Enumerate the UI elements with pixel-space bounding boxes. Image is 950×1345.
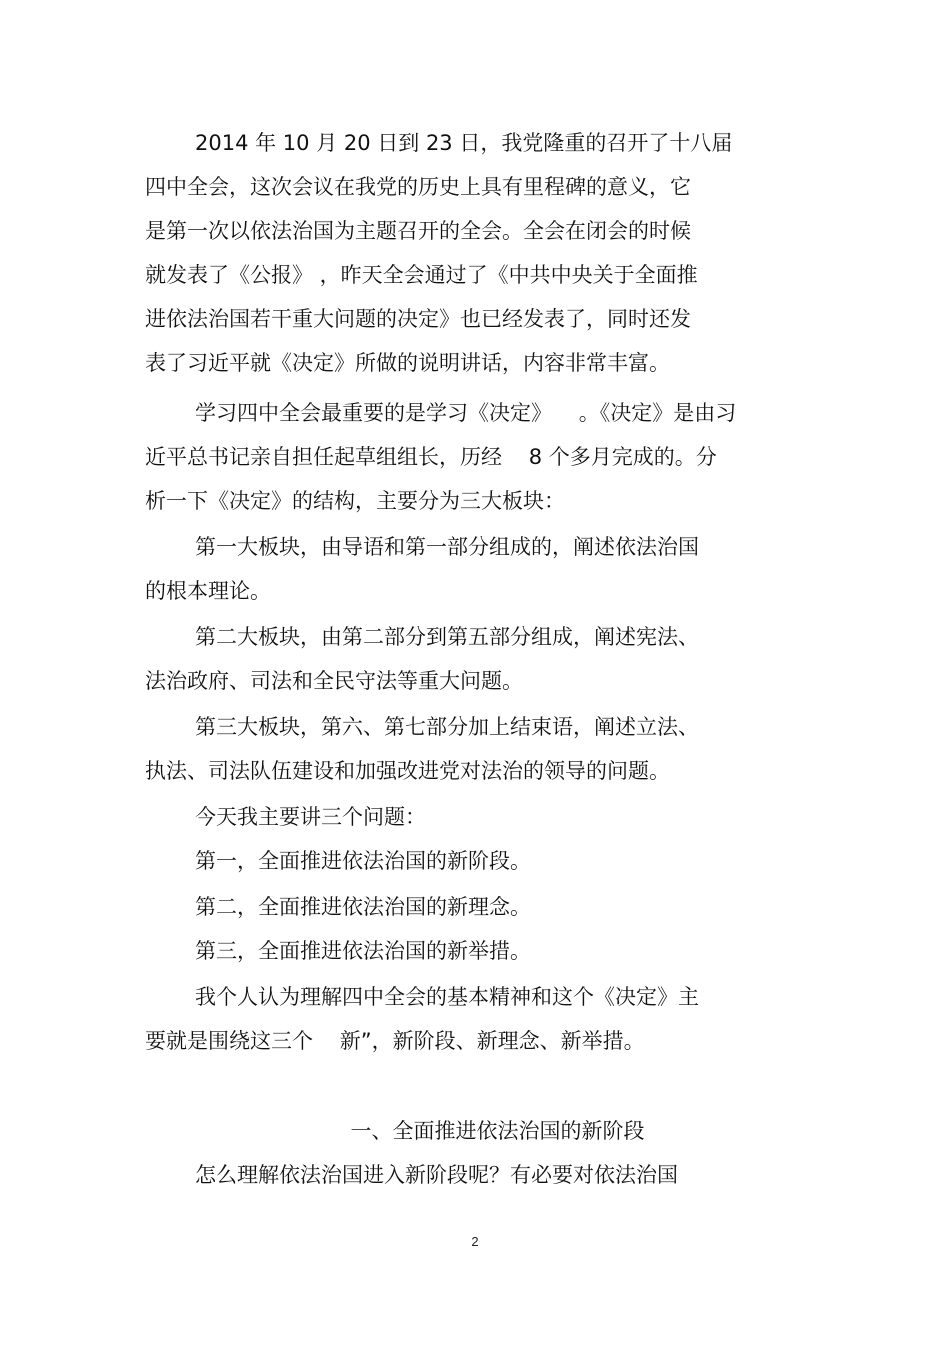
text-line: 2014 年 10 月 20 日到 23 日，我党隆重的召开了十八届 (195, 131, 733, 155)
text-line: 执法、司法队伍建设和加强改进党对法治的领导的问题。 (145, 759, 670, 783)
section-heading: 一、全面推进依法治国的新阶段 (350, 1119, 645, 1143)
text-line: 的根本理论。 (145, 579, 271, 603)
text-line: 要就是围绕这三个 新”，新阶段、新理念、新举措。 (145, 1029, 645, 1053)
text-line: 学习四中全会最重要的是学习《决定》 。《决定》是由习 (195, 401, 737, 425)
text-line: 四中全会，这次会议在我党的历史上具有里程碑的意义，它 (145, 175, 691, 199)
text-line: 第二大板块，由第二部分到第五部分组成，阐述宪法、 (195, 625, 699, 649)
text-line: 近平总书记亲自担任起草组组长，历经 8 个多月完成的。分 (145, 445, 717, 469)
text-line: 我个人认为理解四中全会的基本精神和这个《决定》主 (195, 985, 699, 1009)
text-line: 第一，全面推进依法治国的新阶段。 (195, 849, 531, 873)
text-line: 进依法治国若干重大问题的决定》也已经发表了，同时还发 (145, 307, 691, 331)
text-line: 就发表了《公报》 ，昨天全会通过了《中共中央关于全面推 (145, 263, 698, 287)
text-line: 法治政府、司法和全民守法等重大问题。 (145, 669, 523, 693)
text-line: 今天我主要讲三个问题： (195, 805, 426, 829)
text-line: 怎么理解依法治国进入新阶段呢？有必要对依法治国 (195, 1163, 678, 1187)
text-line: 第三大板块，第六、第七部分加上结束语，阐述立法、 (195, 715, 699, 739)
text-line: 表了习近平就《决定》所做的说明讲话，内容非常丰富。 (145, 351, 670, 375)
text-line: 第三，全面推进依法治国的新举措。 (195, 939, 531, 963)
text-line: 第一大板块，由导语和第一部分组成的，阐述依法治国 (195, 535, 699, 559)
text-line: 是第一次以依法治国为主题召开的全会。全会在闭会的时候 (145, 219, 691, 243)
text-line: 第二，全面推进依法治国的新理念。 (195, 895, 531, 919)
text-line: 析一下《决定》的结构，主要分为三大板块： (145, 489, 565, 513)
page-number: 2 (471, 1234, 479, 1249)
